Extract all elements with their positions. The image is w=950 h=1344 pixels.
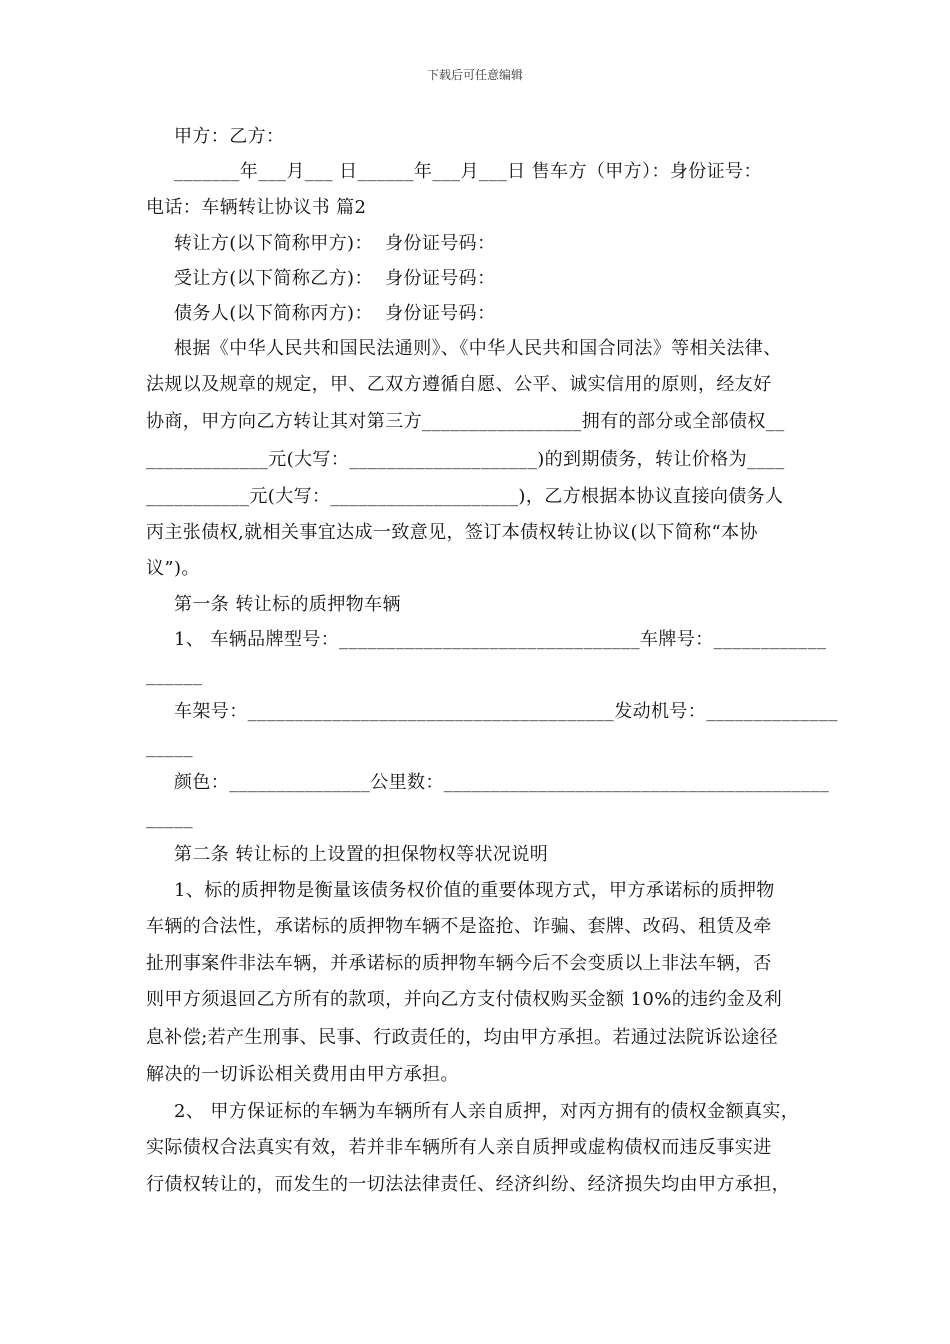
blank-continuation: _____ [146, 808, 193, 829]
clause-one-line: 1、标的质押物是衡量该债务权价值的重要体现方式，甲方承诺标的质押物 [174, 880, 775, 901]
blank-continuation: ______ [146, 665, 203, 686]
party-line: 甲方：乙方： [174, 126, 285, 147]
page-header: 下载后可任意编辑 [426, 68, 523, 82]
date-line: _______年___月___ 日______年___月___日 售车方（甲方）：身份证号： [174, 161, 762, 182]
clause-two-line: 实际债权合法真实有效，若并非车辆所有人亲自质押或虚构债权而违反事实进 [146, 1137, 772, 1158]
clause-one-line: 车辆的合法性，承诺标的质押物车辆不是盗抢、诈骗、套牌、改码、租赁及牵 [146, 916, 772, 937]
clause-one-line: 息补偿;若产生刑事、民事、行政责任的，均由甲方承担。若通过法院诉讼途径 [146, 1027, 779, 1048]
preamble-line: 丙主张债权,就相关事宜达成一致意见，签订本债权转让协议(以下简称“本协 [146, 522, 758, 543]
preamble-line: _____________元(大写：____________________)的到期债务，转让价格为____ [146, 449, 785, 470]
preamble-line: ___________元(大写：____________________)，乙方根据本协议直接向债务人 [146, 486, 784, 507]
color-mileage-line: 颜色：_______________公里数：_________________________________________ [174, 772, 830, 793]
preamble-line: 议”)。 [146, 558, 200, 579]
vin-engine-line: 车架号：_______________________________________发动机号：______________ [174, 701, 838, 722]
transferor-line: 转让方(以下简称甲方)： 身份证号码： [174, 233, 496, 254]
clause-two-line: 2、 甲方保证标的车辆为车辆所有人亲自质押，对丙方拥有的债权金额真实， [174, 1101, 800, 1122]
clause-two-line: 行债权转让的，而发生的一切法法律责任、经济纠纷、经济损失均由甲方承担， [146, 1174, 790, 1195]
preamble-line: 根据《中华人民共和国民法通则》、《中华人民共和国合同法》等相关法律、 [174, 338, 782, 359]
article-one-heading: 第一条 转让标的质押物车辆 [174, 594, 401, 615]
blank-continuation: _____ [146, 737, 193, 758]
phone-title-line: 电话：车辆转让协议书 篇2 [146, 197, 367, 218]
vehicle-model-line: 1、 车辆品牌型号：________________________________车牌号：____________ [174, 629, 827, 650]
clause-one-line: 则甲方须退回乙方所有的款项，并向乙方支付债权购买金额 10%的违约金及利 [146, 989, 783, 1010]
preamble-line: 协商，甲方向乙方转让其对第三方_________________拥有的部分或全部债权__ [146, 411, 785, 432]
clause-one-line: 扯刑事案件非法车辆，并承诺标的质押物车辆今后不会变质以上非法车辆，否 [146, 953, 772, 974]
debtor-line: 债务人(以下简称丙方)： 身份证号码： [174, 303, 496, 324]
transferee-line: 受让方(以下简称乙方)： 身份证号码： [174, 268, 496, 289]
article-two-heading: 第二条 转让标的上设置的担保物权等状况说明 [174, 844, 549, 865]
preamble-line: 法规以及规章的规定，甲、乙双方遵循自愿、公平、诚实信用的原则，经友好 [146, 374, 772, 395]
clause-one-line: 解决的一切诉讼相关费用由甲方承担。 [146, 1064, 459, 1085]
